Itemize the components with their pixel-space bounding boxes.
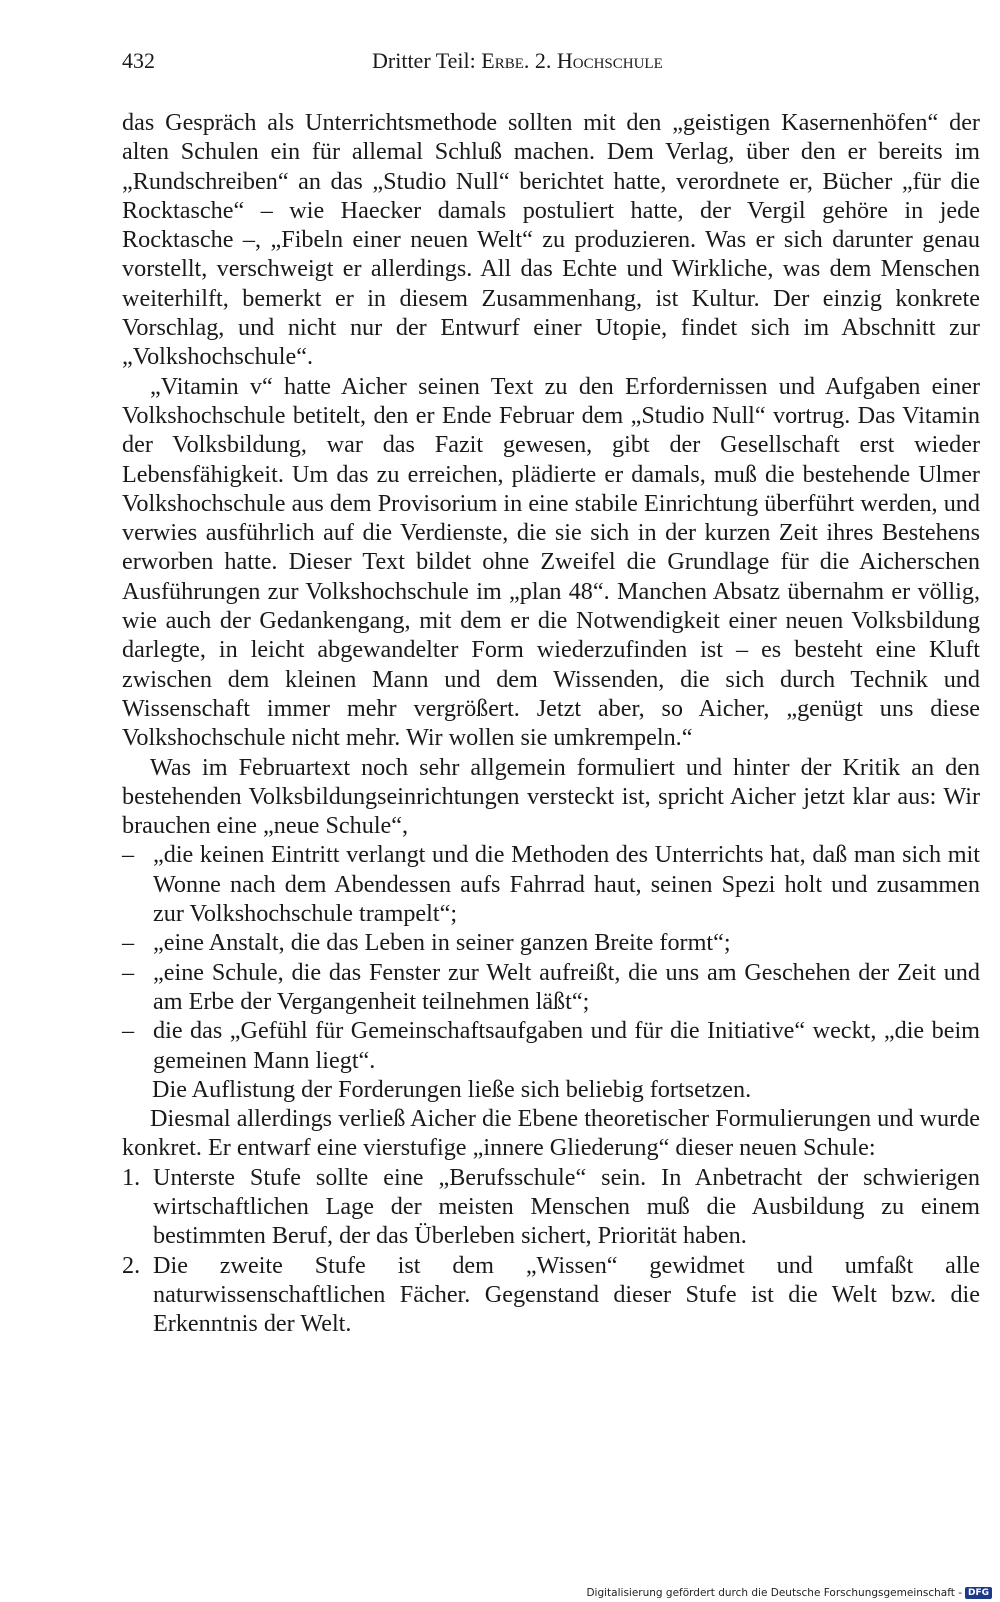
list-dash: –: [122, 929, 135, 957]
list-item: [122, 840, 980, 928]
list-dash: –: [122, 958, 135, 986]
numbered-item: [122, 1163, 980, 1251]
list-item: [122, 928, 980, 957]
paragraph: Die Auflistung der Forderungen ließe sich beliebig fortsetzen.: [152, 1075, 752, 1103]
list-item-text: „eine Schule, die das Fenster zur Welt aufreißt, die uns am Geschehen der Zeit und am Erbe der Vergangenheit teilnehmen läßt“;: [153, 958, 980, 1015]
list-item-text: Die zweite Stufe ist dem „Wissen“ gewidmet und umfaßt alle naturwissenschaftlichen Fächer. Gegenstand dieser Stufe ist die Welt bzw. die Erkenntnis der Welt.: [153, 1251, 980, 1338]
dfg-logo: DFG: [965, 1587, 992, 1599]
paragraph: Diesmal allerdings verließ Aicher die Ebene theoretischer Formulierungen und wurde konkret. Er entwarf eine vierstufige „innere Gliederung“ dieser neuen Schule:: [122, 1105, 980, 1162]
paragraph: Was im Februartext noch sehr allgemein formuliert und hinter der Kritik an den bestehenden Volksbildungseinrichtungen versteckt ist, spricht Aicher jetzt klar aus: Wir brauchen eine „neue Schule“,: [122, 753, 980, 840]
list-item-text: die das „Gefühl für Gemeinschaftsaufgaben und für die Initiative“ weckt, „die beim gemeinen Mann liegt“.: [153, 1017, 980, 1074]
list-item: [122, 1016, 980, 1075]
list-dash: –: [122, 841, 135, 869]
list-item-text: „die keinen Eintritt verlangt und die Methoden des Unterrichts hat, daß man sich mit Wonne nach dem Abendessen aufs Fahrrad haut, seinen Spezi holt und zusammen zur Volkshochschule trampelt“;: [153, 841, 980, 928]
digitization-footer: [586, 1587, 992, 1599]
running-head-part: Dritter Teil:: [372, 48, 482, 73]
list-item: [122, 958, 980, 1017]
list-dash: –: [122, 1017, 135, 1045]
body-text: [122, 108, 980, 1338]
list-number: 1.: [122, 1163, 141, 1191]
list-item-text: „eine Anstalt, die das Leben in seiner ganzen Breite formt“;: [153, 929, 731, 957]
running-head-smallcaps: Erbe. 2. Hochschule: [481, 48, 663, 73]
page-header: [122, 48, 980, 82]
running-head: [372, 48, 663, 74]
paragraph: „Vitamin v“ hatte Aicher seinen Text zu den Erfordernissen und Aufgaben einer Volkshochschule betitelt, den er Ende Februar dem „Studio Null“ vortrug. Das Vitamin der Volksbildung, war das Fazit gewesen, gibt der Gesellschaft erst wieder Lebensfähigkeit. Um das zu erreichen, plädierte er damals, muß die bestehende Ulmer Volkshochschule aus dem Provisorium in eine stabile Einrichtung überführt werden, und verwies ausführlich auf die Verdienste, die sie sich in der kurzen Zeit ihres Bestehens erworben hatte. Dieser Text bildet ohne Zweifel die Grundlage für die Aicherschen Ausführungen zur Volkshochschule im „plan 48“. Manchen Absatz übernahm er völlig, wie auch der Gedankengang, mit dem er die Notwendigkeit einer neuen Volksbildung darlegte, in leicht abgewandelter Form wiederzufinden ist – es besteht eine Kluft zwischen dem kleinen Mann und dem Wissenden, die sich durch Technik und Wissenschaft immer mehr vergrößert. Jetzt aber, so Aicher, „genügt uns diese Volkshochschule nicht mehr. Wir wollen sie umkrempeln.“: [122, 372, 980, 752]
list-item-text: Unterste Stufe sollte eine „Berufsschule“ sein. In Anbetracht der schwierigen wirtschaftlichen Lage der meisten Menschen muß die Ausbildung zu einem bestimmten Beruf, der das Überleben sichert, Priorität haben.: [153, 1163, 980, 1250]
numbered-item: [122, 1251, 980, 1339]
paragraph: das Gespräch als Unterrichtsmethode sollten mit den „geistigen Kasernenhöfen“ der alten Schulen ein für allemal Schluß machen. Dem Verlag, über den er bereits im „Rundschreiben“ an das „Studio Null“ berichtet hatte, verordnete er, Bücher „für die Rocktasche“ – wie Haecker damals postuliert hatte, der Vergil gehöre in jede Rocktasche –, „Fibeln einer neuen Welt“ zu produzieren. Was er sich darunter genau vorstellt, verschweigt er allerdings. All das Echte und Wirkliche, was dem Menschen weiterhilft, bemerkt er in diesem Zusammenhang, ist Kultur. Der einzig konkrete Vorschlag, und nicht nur der Entwurf einer Utopie, findet sich im Abschnitt zur „Volkshochschule“.: [122, 109, 980, 371]
list-number: 2.: [122, 1251, 141, 1279]
page-number: 432: [122, 48, 155, 73]
footer-text: Digitalisierung gefördert durch die Deutsche Forschungsgemeinschaft -: [586, 1587, 962, 1599]
